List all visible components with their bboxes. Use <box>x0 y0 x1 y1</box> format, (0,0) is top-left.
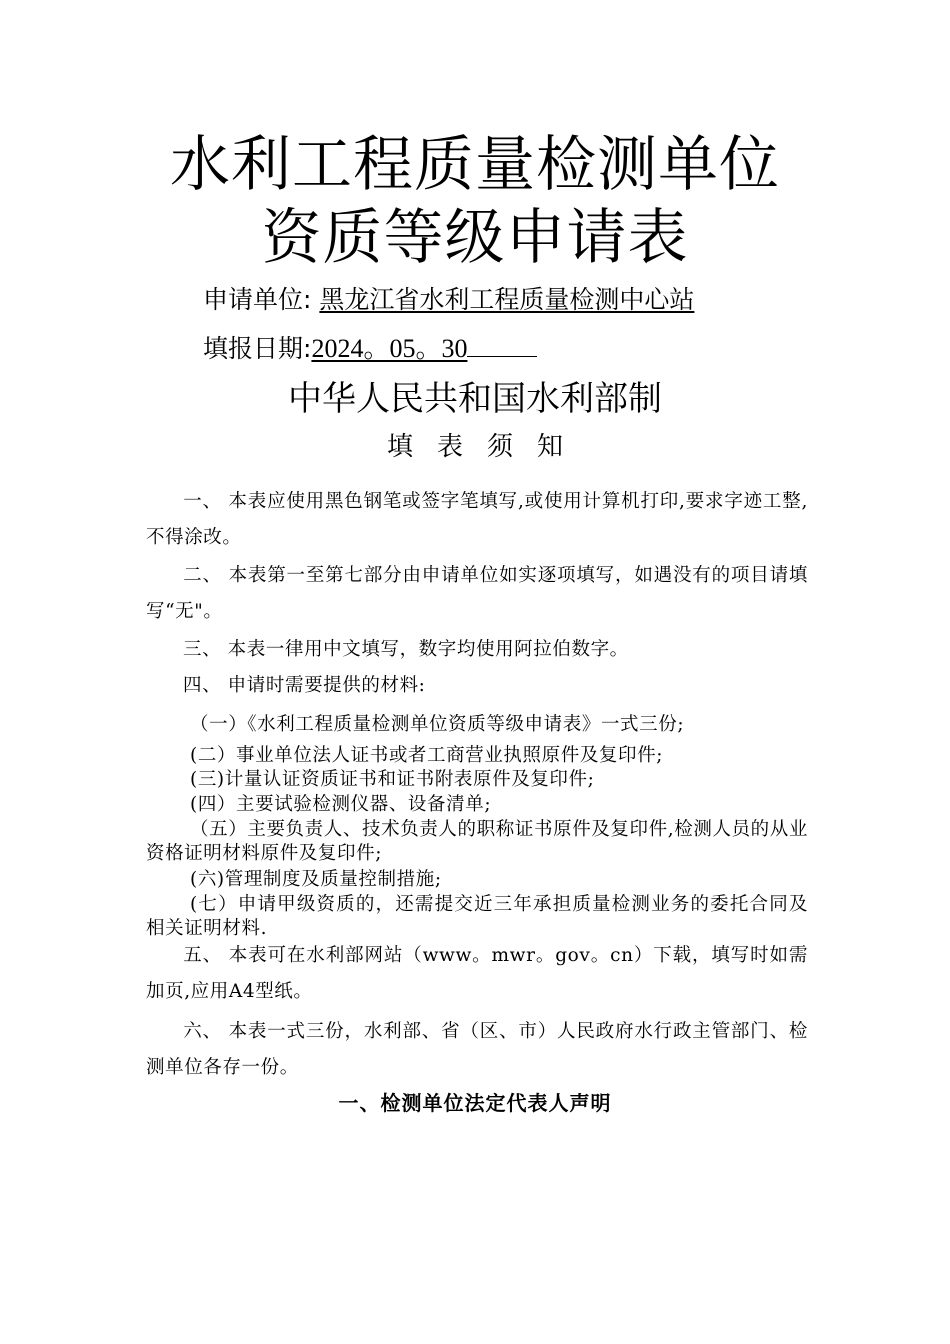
issuer-line: 中华人民共和国水利部制 <box>288 379 662 419</box>
notice-paragraph-1 <box>146 484 808 556</box>
section-1-heading: 一、检测单位法定代表人声明 <box>338 1091 612 1115</box>
notice-paragraph-6 <box>146 1014 808 1086</box>
material-item-1: （一）《水利工程质量检测单位资质等级申请表》一式三份; <box>190 714 685 735</box>
notice-heading: 填表须知 <box>386 432 587 462</box>
material-item-4: (四）主要试验检测仪器、设备清单; <box>190 794 492 815</box>
notice-paragraph-1-text: 一、 本表应使用黑色钢笔或签字笔填写,或使用计算机打印,要求字迹工整,不得涂改。 <box>146 491 808 548</box>
applicant-value: 黑龙江省水利工程质量检测中心站 <box>319 285 695 314</box>
document-title-line-1: 水利工程质量检测单位 <box>170 130 780 200</box>
date-field <box>203 332 537 366</box>
document-title-line-2: 资质等级申请表 <box>261 203 689 273</box>
notice-paragraph-5 <box>146 938 808 1010</box>
material-item-5: （五）主要负责人、技术负责人的职称证书原件及复印件,检测人员的从业资格证明材料原件及复印件; <box>146 819 808 864</box>
notice-paragraph-3 <box>146 632 808 668</box>
material-item-7: (七）申请甲级资质的，还需提交近三年承担质量检测业务的委托合同及相关证明材料. <box>146 894 808 939</box>
material-item-2: (二）事业单位法人证书或者工商营业执照原件及复印件; <box>190 745 664 766</box>
notice-paragraph-2 <box>146 558 808 630</box>
applicant-field <box>203 283 694 317</box>
notice-paragraph-3-text: 三、 本表一律用中文填写，数字均使用阿拉伯数字。 <box>183 639 629 660</box>
date-label: 填报日期: <box>203 334 312 363</box>
date-underline <box>467 355 537 357</box>
applicant-label: 申请单位: <box>203 285 312 314</box>
material-item-6: (六)管理制度及质量控制措施; <box>190 869 442 890</box>
notice-paragraph-6-text: 六、 本表一式三份，水利部、省（区、市）人民政府水行政主管部门、检测单位各存一份。 <box>146 1021 808 1078</box>
notice-paragraph-4 <box>146 668 808 704</box>
notice-paragraph-2-text: 二、 本表第一至第七部分由申请单位如实逐项填写，如遇没有的项目请填写“无"。 <box>146 565 808 622</box>
notice-paragraph-5-text: 五、 本表可在水利部网站（www。mwr。gov。cn）下载，填写时如需加页,应用A4型纸。 <box>146 945 808 1002</box>
material-item-3: (三)计量认证资质证书和证书附表原件及复印件; <box>190 769 595 790</box>
date-value: 2024。05。30 <box>311 334 468 363</box>
notice-paragraph-4-text: 四、 申请时需要提供的材料: <box>183 675 426 696</box>
